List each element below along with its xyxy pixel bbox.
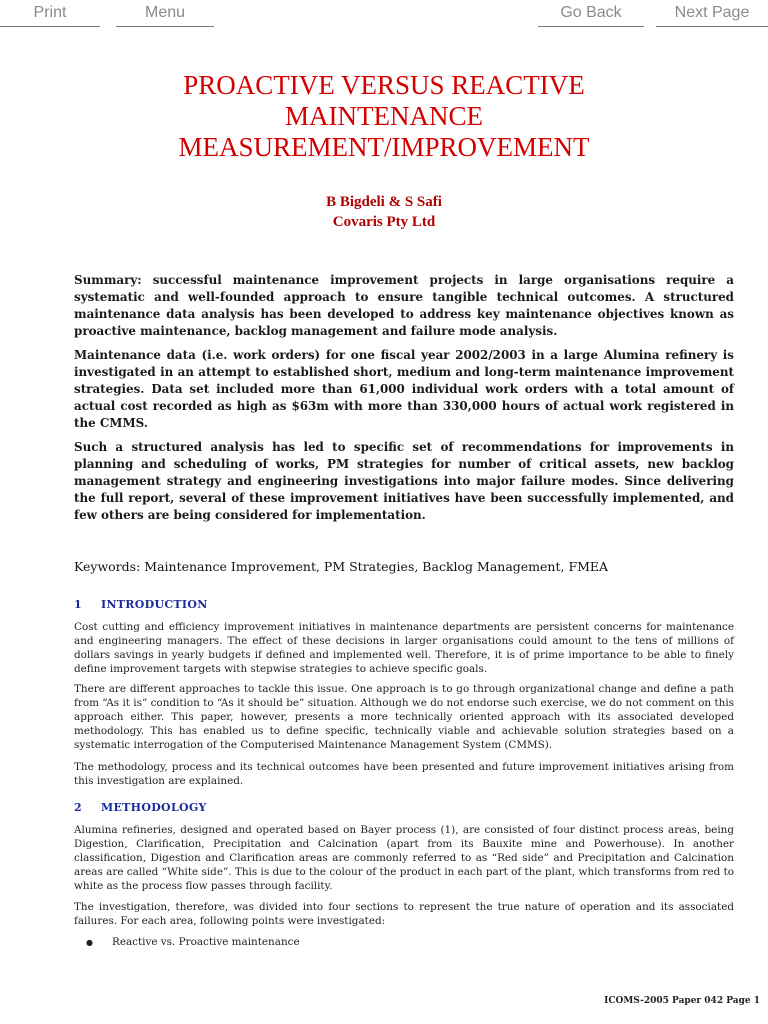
section-heading-methodology (74, 801, 207, 814)
section-heading-introduction (74, 598, 208, 611)
summary-paragraph-2: Maintenance data (i.e. work orders) for one fiscal year 2002/2003 in a large Alumina refinery is investigated in an attempt to established short, medium and long-term maintenance improvement strategies. Data set included more than 61,000 individual work orders with a total amount of actual cost recorded as high as $63m with more than 330,000 hours of actual work registered in the CMMS. (74, 348, 734, 430)
section-title: METHODOLOGY (101, 801, 207, 814)
section-number: 2 (74, 801, 82, 814)
intro-paragraph-2: There are different approaches to tackle this issue. One approach is to go through organizational change and define a path from “As it is” condition to “As it should be” situation. Although we do not endorse such exercise, we do not comment on this approach either. This paper, however, presents a more technically oriented approach with its associated developed methodology. This has enabled us to define specific, technically viable and achievable solution strategies based on a systematic interrogation of the Computerised Maintenance Management System (CMMS). (74, 683, 734, 751)
methodology-paragraph-1: Alumina refineries, designed and operated based on Bayer process (1), are consisted of four distinct process areas, being Digestion, Clarification, Precipitation and Calcination (apart from its Bauxite mine and Powerhouse). In another classification, Digestion and Clarification areas are commonly referred to as “Red side” and Precipitation and Calcination areas are called “White side”. This is due to the colour of the product in each part of the plant, which transforms from red to white as the process flow passes through facility. (74, 824, 734, 892)
title-line-2: MAINTENANCE (285, 101, 483, 131)
summary-paragraph-3: Such a structured analysis has led to specific set of recommendations for improvements in planning and scheduling of works, PM strategies for number of critical assets, new backlog management strategy and engineering investigations into major failure modes. Since delivering the full report, several of these improvement initiatives have been successfully implemented, and few others are being considered for implementation. (74, 440, 734, 522)
authors: B Bigdeli & S Safi (326, 194, 442, 210)
list-item-text: Reactive vs. Proactive maintenance (112, 936, 300, 948)
intro-paragraph-3: The methodology, process and its technical outcomes have been presented and future improvement initiatives arising from this investigation are explained. (74, 761, 734, 787)
title-line-3: MEASUREMENT/IMPROVEMENT (178, 132, 590, 162)
go-back-button[interactable]: Go Back (538, 0, 644, 27)
title-line-1: PROACTIVE VERSUS REACTIVE (183, 70, 585, 100)
author-block (90, 192, 678, 232)
print-button[interactable]: Print (0, 0, 100, 27)
summary-paragraph-1: Summary: successful maintenance improvement projects in large organisations require a systematic and well-founded approach to ensure tangible technical outcomes. A structured maintenance data analysis has been developed to address key maintenance objectives known as proactive maintenance, backlog management and failure mode analysis. (74, 273, 734, 338)
menu-button[interactable]: Menu (116, 0, 214, 27)
top-navigation-bar (0, 0, 768, 28)
section-title: INTRODUCTION (101, 598, 208, 611)
keywords: Keywords: Maintenance Improvement, PM Strategies, Backlog Management, FMEA (74, 559, 609, 574)
affiliation: Covaris Pty Ltd (332, 214, 436, 230)
page-footer: ICOMS-2005 Paper 042 Page 1 (604, 996, 760, 1006)
bullet-dot-icon: ● (86, 938, 93, 947)
list-item (86, 936, 300, 948)
intro-paragraph-1: Cost cutting and efficiency improvement initiatives in maintenance departments are persistent concerns for maintenance and engineering managers. The effect of these decisions in larger organisations could amount to the tens of millions of dollars savings in yearly budgets if defined and implemented well. Therefore, it is of prime importance to be able to finely define improvement targets with stepwise strategies to achieve specific goals. (74, 621, 734, 675)
section-number: 1 (74, 598, 82, 611)
methodology-paragraph-2: The investigation, therefore, was divided into four sections to represent the true nature of operation and its associated failures. For each area, following points were investigated: (74, 901, 734, 927)
next-page-button[interactable]: Next Page (656, 0, 768, 27)
paper-title (90, 70, 678, 163)
